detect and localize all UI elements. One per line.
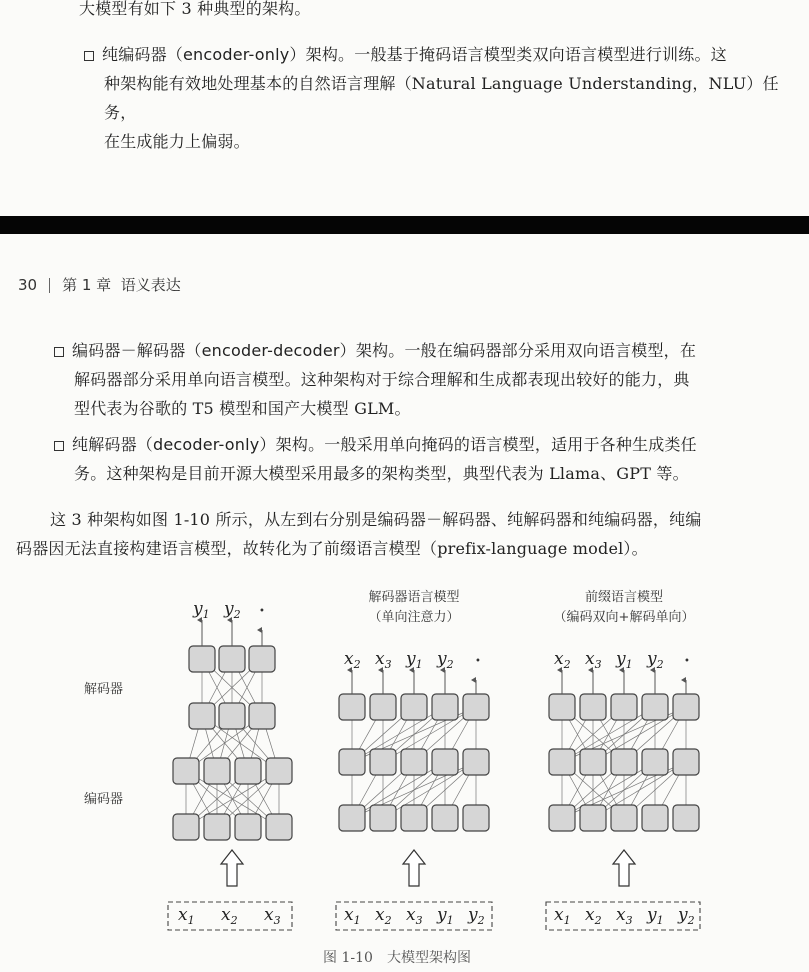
p3-input-label: $y_1$: [647, 905, 664, 927]
p1-encoder-bottom-cell: [173, 814, 199, 840]
p1-in-label: $x_2$: [221, 905, 238, 927]
p2-cell: [432, 805, 458, 831]
p2-cell: [401, 805, 427, 831]
p1-in-label: $x_3$: [264, 905, 281, 927]
page-divider-band: [0, 216, 809, 234]
p2-cell: [339, 694, 365, 720]
encoder-label: 编码器: [84, 792, 124, 807]
decoder-label: 解码器: [84, 682, 124, 697]
p1-in-label: $x_1$: [178, 905, 195, 927]
p3-cell: [580, 805, 606, 831]
p2-input-label: $x_1$: [344, 905, 361, 927]
page-header: [18, 274, 181, 295]
bullet-decoder-only: [54, 430, 794, 488]
p2-input-label: $x_2$: [375, 905, 392, 927]
p1-decoder-bottom-cell: [189, 703, 215, 729]
bullet-title: 纯编码器（encoder-only）架构: [102, 45, 339, 64]
p1-decoder-top-cell: [219, 646, 245, 672]
panel3-subtitle: （编码双向+解码单向）: [553, 610, 695, 625]
p2-input-arrow: [403, 850, 425, 886]
p3-output-label: $x_2$: [554, 649, 571, 671]
p2-cell: [463, 694, 489, 720]
bullet-square-icon: [84, 51, 94, 61]
p2-cell: [339, 749, 365, 775]
bullet-square-icon: [54, 347, 64, 357]
p2-cell: [339, 805, 365, 831]
p3-cell: [673, 749, 699, 775]
p3-cell: [580, 694, 606, 720]
p2-cell: [432, 694, 458, 720]
p2-cell: [370, 805, 396, 831]
bullet-text: 。一般基于掩码语言模型类双向语言模型进行训练。这: [338, 45, 727, 64]
p2-input-label: $x_3$: [406, 905, 423, 927]
p3-output-label: $x_3$: [585, 649, 602, 671]
summary-line: 这 3 种架构如图 1-10 所示，从左到右分别是编码器－解码器、纯解码器和纯编码器，纯编: [50, 510, 702, 529]
p1-encoder-top-cell: [204, 758, 230, 784]
p3-cell: [673, 694, 699, 720]
p2-cell: [432, 749, 458, 775]
bullet-encoder-only: [84, 40, 804, 156]
p2-cell: [463, 749, 489, 775]
intro-line: 大模型有如下 3 种典型的架构。: [79, 0, 311, 18]
panel3-title: 前缀语言模型: [584, 590, 664, 605]
p3-cell: [611, 694, 637, 720]
figure-caption: 图 1-10 大模型架构图: [323, 950, 471, 966]
p3-cell: [549, 749, 575, 775]
p3-output-label: $y_2$: [647, 649, 664, 671]
chapter-number: 第 1 章: [62, 276, 112, 294]
p3-input-label: $x_2$: [585, 905, 602, 927]
p1-out-dot: •: [259, 606, 265, 617]
p2-cell: [370, 694, 396, 720]
bullet-encoder-decoder: [54, 336, 794, 423]
p2-output-label: $y_1$: [406, 649, 423, 671]
bullet-text: 型代表为谷歌的 T5 模型和国产大模型 GLM。: [74, 399, 411, 418]
p2-output-label: $x_2$: [344, 649, 361, 671]
p3-cell: [549, 805, 575, 831]
p1-encoder-bottom-cell: [266, 814, 292, 840]
p2-cell: [401, 749, 427, 775]
page-number: 30: [18, 276, 38, 294]
bullet-title: 纯解码器（decoder-only）架构: [72, 435, 309, 454]
p3-cell: [642, 694, 668, 720]
p3-output-label: $y_1$: [616, 649, 633, 671]
p3-cell: [611, 805, 637, 831]
bullet-text: 务。这种架构是目前开源大模型采用最多的架构类型，典型代表为 Llama、GPT 等。: [74, 464, 689, 483]
bullet-title: 编码器－解码器（encoder-decoder）架构: [72, 341, 389, 360]
p3-input-arrow: [613, 850, 635, 886]
p1-encoder-top-cell: [235, 758, 261, 784]
p3-cell: [642, 805, 668, 831]
chapter-title: 语义表达: [120, 276, 181, 294]
p1-out-label: $y_1$: [193, 599, 210, 621]
p1-out-label: $y_2$: [224, 599, 241, 621]
p2-input-label: $y_1$: [437, 905, 454, 927]
architecture-figure: [0, 580, 809, 972]
p1-encoder-top-cell: [173, 758, 199, 784]
bullet-square-icon: [54, 441, 64, 451]
p2-output-label: $x_3$: [375, 649, 392, 671]
p3-cell: [549, 694, 575, 720]
p3-cell: [611, 749, 637, 775]
bullet-text: 。一般在编码器部分采用双向语言模型，在: [388, 341, 697, 360]
panel2-subtitle: （单向注意力）: [368, 610, 460, 625]
summary-line: 码器因无法直接构建语言模型，故转化为了前缀语言模型（prefix-language model）。: [16, 539, 648, 558]
p1-input-arrow: [221, 850, 243, 886]
bullet-text: 在生成能力上偏弱。: [104, 132, 250, 151]
p1-decoder-top-cell: [249, 646, 275, 672]
p3-input-label: $x_1$: [554, 905, 571, 927]
p2-cell: [370, 749, 396, 775]
bullet-text: 。一般采用单向掩码的语言模型，适用于各种生成类任: [308, 435, 697, 454]
p3-input-label: $x_3$: [616, 905, 633, 927]
panel2-title: 解码器语言模型: [368, 590, 460, 605]
bullet-text: 解码器部分采用单向语言模型。这种架构对于综合理解和生成都表现出较好的能力，典: [74, 370, 690, 389]
summary-paragraph: [16, 505, 796, 563]
p1-encoder-bottom-cell: [204, 814, 230, 840]
p2-output-label: $y_2$: [437, 649, 454, 671]
p3-cell: [580, 749, 606, 775]
p2-input-label: $y_2$: [468, 905, 485, 927]
p2-out-dot: •: [475, 656, 481, 667]
p1-decoder-top-cell: [189, 646, 215, 672]
p1-decoder-bottom-cell: [219, 703, 245, 729]
p3-out-dot: •: [684, 656, 690, 667]
p3-input-label: $y_2$: [678, 905, 695, 927]
header-separator: [49, 278, 50, 293]
p2-cell: [401, 694, 427, 720]
p3-cell: [642, 749, 668, 775]
bullet-text: 种架构能有效地处理基本的自然语言理解（Natural Language Understanding，NLU）任务，: [104, 74, 779, 122]
p1-decoder-bottom-cell: [249, 703, 275, 729]
p2-cell: [463, 805, 489, 831]
p3-cell: [673, 805, 699, 831]
p1-encoder-top-cell: [266, 758, 292, 784]
p1-encoder-bottom-cell: [235, 814, 261, 840]
